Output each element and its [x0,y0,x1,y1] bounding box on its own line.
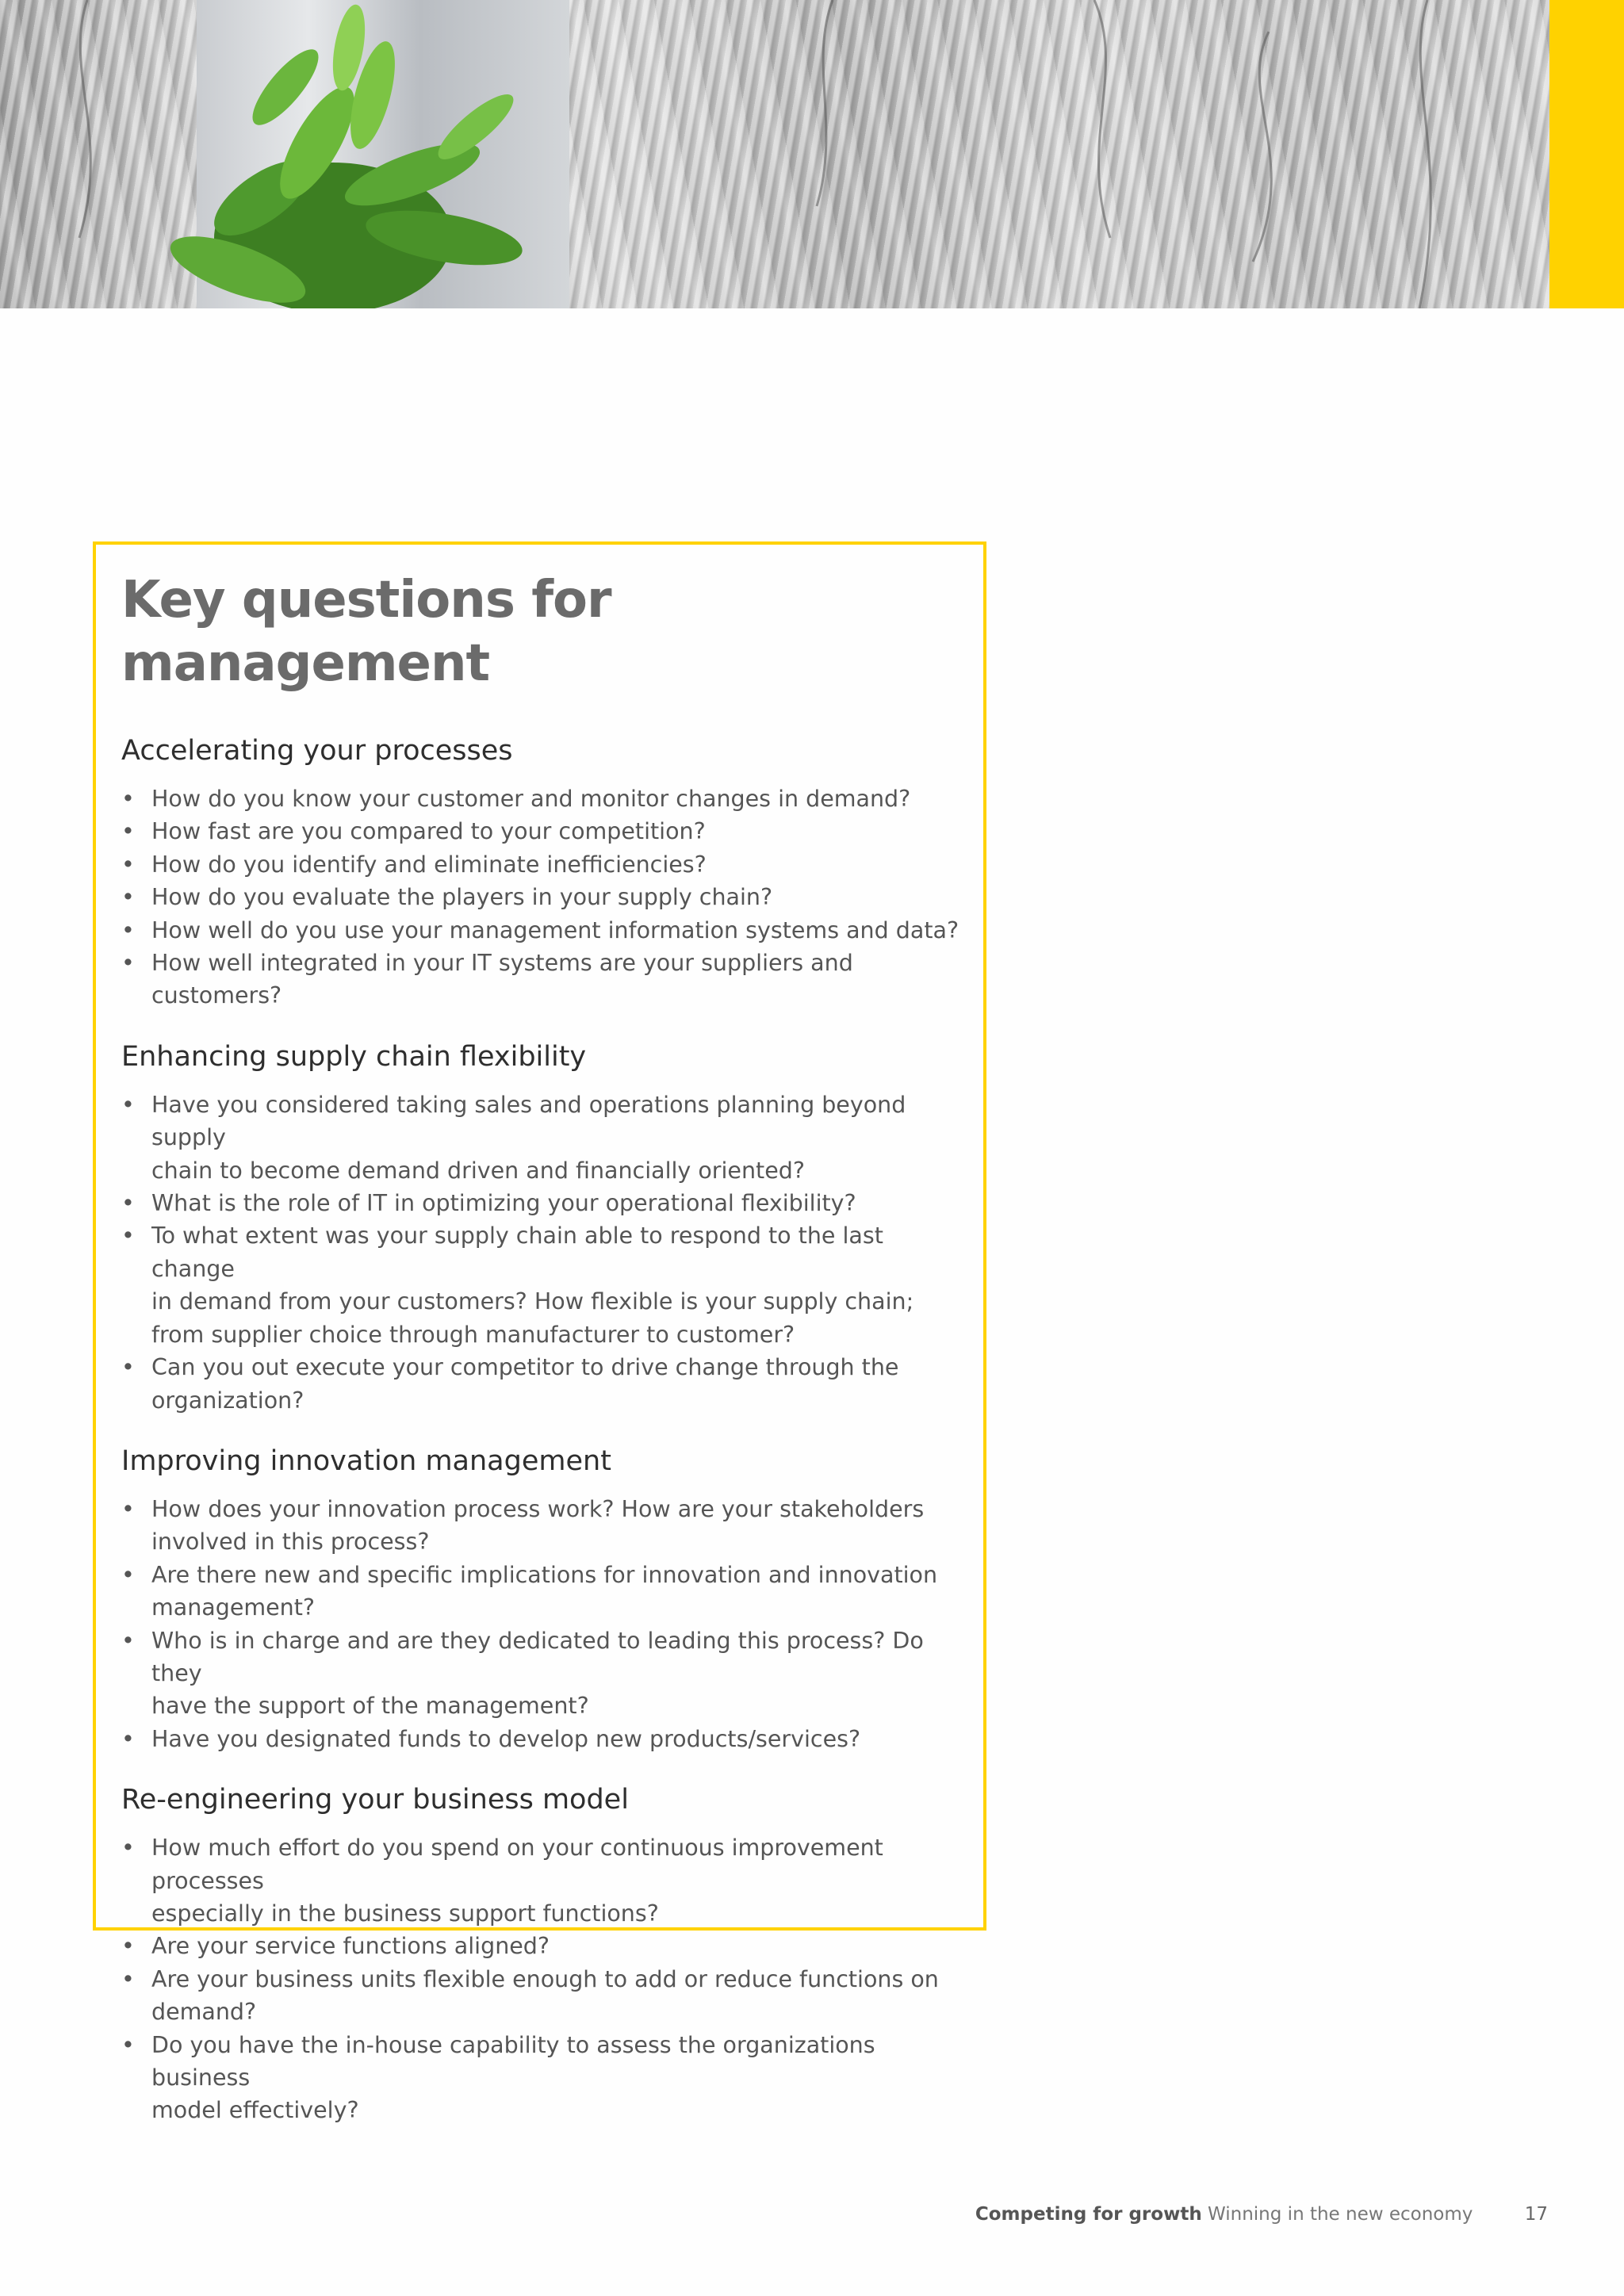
question-list [121,1089,961,1417]
question-list [121,783,961,1012]
question-item [121,881,961,913]
bullet-icon: • [121,884,135,911]
question-list [121,1493,961,1755]
question-text: How do you evaluate the players in your supply chain? [151,884,773,911]
question-section [121,1039,961,1417]
question-text: Are there new and speciﬁc implications for innovation and innovation management? [151,1561,938,1621]
question-item [121,2029,961,2127]
question-text: How well do you use your management information systems and data? [151,916,959,943]
question-text: Can you out execute your competitor to drive change through the organization? [151,1354,899,1414]
question-text: How does your innovation process work? How are your stakeholders involved in this process? [151,1495,925,1556]
question-sections [121,733,961,2127]
question-text: Do you have the in-house capability to assess the organizations business model effectively? [151,2031,875,2124]
bullet-icon: • [121,1725,135,1752]
bullet-icon: • [121,818,135,845]
question-section [121,1444,961,1755]
bullet-icon: • [121,1354,135,1381]
question-section [121,1782,961,2127]
question-item [121,1723,961,1755]
question-text: How do you know your customer and monitor changes in demand? [151,786,911,812]
footer-publication: Competing for growth [975,2204,1202,2225]
page-title: Key questions for management [121,571,611,693]
bullet-icon: • [121,1495,135,1522]
question-item [121,1624,961,1723]
section-heading: Improving innovation management [121,1445,611,1477]
question-item [121,1930,961,1962]
question-list [121,1831,961,2127]
bullet-icon: • [121,786,135,812]
question-text: Are your service functions aligned? [151,1933,550,1960]
bullet-icon: • [121,916,135,943]
section-heading: Accelerating your processes [121,735,513,767]
plant-icon [0,0,1549,308]
question-item [121,1219,961,1351]
question-item [121,848,961,881]
question-text: To what extent was your supply chain able to respond to the last change in demand from your customers? How ﬂexible is your supply chain; from supplier choice through manufacturer to customer? [151,1223,914,1348]
page-number: 17 [1524,2204,1548,2225]
question-item [121,1493,961,1559]
question-item [121,1089,961,1187]
bullet-icon: • [121,1190,135,1217]
bullet-icon: • [121,1091,135,1118]
question-text: How fast are you compared to your competition? [151,818,706,845]
question-item [121,947,961,1012]
question-item [121,1831,961,1930]
footer-subtitle: Winning in the new economy [1208,2204,1473,2225]
question-text: Who is in charge and are they dedicated to leading this process? Do they have the support of the management? [151,1627,924,1720]
question-section [121,733,961,1012]
yellow-accent-bar [1549,0,1624,308]
question-text: How well integrated in your IT systems are your suppliers and customers? [151,950,853,1009]
question-item [121,1559,961,1624]
bullet-icon: • [121,1835,135,1862]
bullet-icon: • [121,950,135,977]
bullet-icon: • [121,1223,135,1249]
question-item [121,914,961,947]
section-heading: Re-engineering your business model [121,1784,629,1816]
question-text: Are your business units ﬂexible enough to add or reduce functions on demand? [151,1965,939,2026]
bullet-icon: • [121,1561,135,1588]
question-item [121,783,961,815]
section-heading: Enhancing supply chain ﬂexibility [121,1040,587,1073]
bullet-icon: • [121,1933,135,1960]
bullet-icon: • [121,1965,135,1992]
question-item [121,815,961,848]
question-text: Have you designated funds to develop new products/services? [151,1725,861,1752]
bullet-icon: • [121,1627,135,1654]
bullet-icon: • [121,851,135,878]
question-text: How do you identify and eliminate ineﬃciencies? [151,851,707,878]
key-questions-box [93,541,986,2124]
bullet-icon: • [121,2031,135,2058]
question-item [121,1351,961,1417]
page-footer [975,2204,1548,2225]
question-item [121,1187,961,1219]
question-item [121,1963,961,2029]
question-text: Have you considered taking sales and operations planning beyond supply chain to become demand driven and ﬁnancially oriented? [151,1091,906,1184]
question-text: How much effort do you spend on your continuous improvement processes especially in the business support functions? [151,1835,883,1927]
header-photo [0,0,1549,308]
question-text: What is the role of IT in optimizing your operational ﬂexibility? [151,1190,856,1217]
